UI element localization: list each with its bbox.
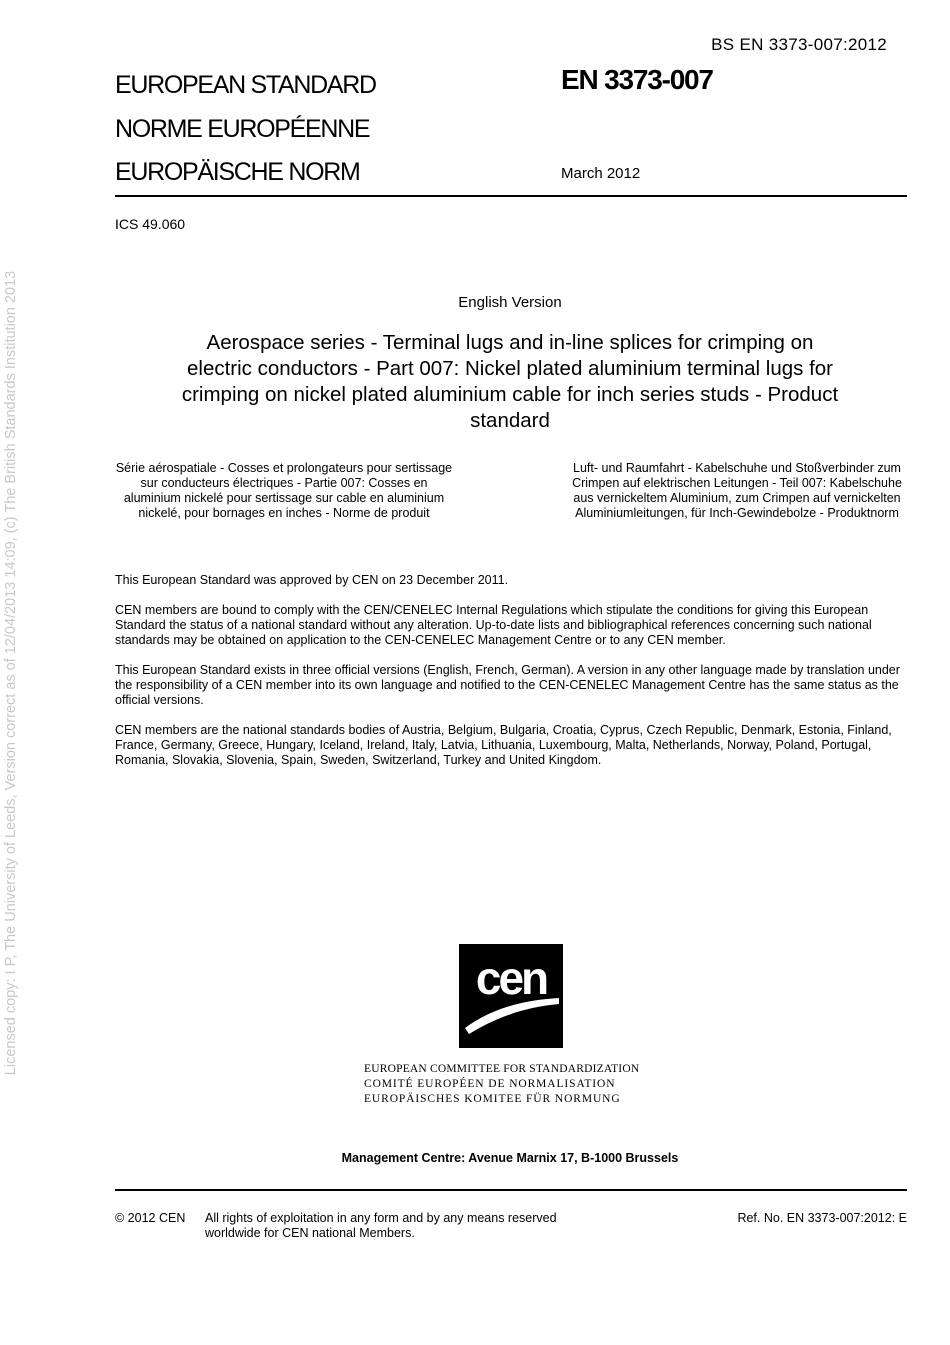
header-divider [115,195,907,197]
cen-name-de: EUROPÄISCHES KOMITEE FÜR NORMUNG [364,1093,621,1105]
cen-logo [459,944,563,1048]
copyright: © 2012 CEN [115,1211,186,1225]
cen-name-en: EUROPEAN COMMITTEE FOR STANDARDIZATION [364,1063,640,1075]
german-title: Luft- und Raumfahrt - Kabelschuhe und Stoßverbinder zum Crimpen auf elektrischen Leitungen - Teil 007: Kabelschuhe aus vernickeltem Aluminium, zum Crimpen auf vernickelten Aluminiumleitungen, für Inch-Gewindebolze - Produktnorm [572,461,902,520]
standard-name-en: EUROPEAN STANDARD [115,71,376,99]
bs-reference: BS EN 3373-007:2012 [711,35,887,54]
standard-name-fr: NORME EUROPÉENNE [115,114,370,143]
publication-date: March 2012 [561,165,641,182]
management-centre-address: Management Centre: Avenue Marnix 17, B-1000 Brussels [341,1151,679,1165]
cen-logo-text: cen [475,952,547,1004]
cen-logo-graphic [459,944,563,1048]
reference-number: Ref. No. EN 3373-007:2012: E [737,1211,907,1225]
members-paragraph: CEN members are the national standards bodies of Austria, Belgium, Bulgaria, Croatia, Cyprus, Czech Republic, Denmark, Estonia, Finland, France, Germany, Greece, Hungary, Iceland, Ireland, Italy, Latvia, Lithuania, Luxembourg, Malta, Netherlands, Norway, Poland, Portugal, Romania, Slovakia, Slovenia, Spain, Sweden, Switzerland, Turkey and United Kingdom. [115,723,892,767]
cen-name-fr: COMITÉ EUROPÉEN DE NORMALISATION [364,1078,616,1090]
compliance-paragraph: CEN members are bound to comply with the CEN/CENELEC Internal Regulations which stipulate the conditions for giving this European Standard the status of a national standard without any alteration. Up-to-date lists and bibliographical references concerning such national standards may be obtained on application to the CEN-CENELEC Management Centre or to any CEN member. [115,603,872,647]
standard-number: EN 3373-007 [561,64,713,95]
standard-names [115,64,376,195]
rights-statement: All rights of exploitation in any form and by any means reserved worldwide for CEN national Members. [205,1211,557,1240]
watermark-text: Licensed copy: I P, The University of Leeds, Version correct as of 12/04/2013 14:09, (c) The British Standards Institution 2013 [3,270,19,1076]
french-title: Série aérospatiale - Cosses et prolongateurs pour sertissage sur conducteurs électriques - Partie 007: Cosses en aluminium nickelé pour sertissage sur cable en aluminium nickelé, pour bornages en inches - Norme de produit [115,461,453,520]
licence-watermark [2,228,20,1118]
cen-names [364,1062,639,1107]
standard-name-de: EUROPÄISCHE NORM [115,158,360,186]
approval-paragraph: This European Standard was approved by CEN on 23 December 2011. [115,573,509,587]
ics-code: ICS 49.060 [115,216,186,232]
body-text [115,573,907,783]
versions-paragraph: This European Standard exists in three official versions (English, French, German). A version in any other language made by translation under the responsibility of a CEN member into its own language and notified to the CEN-CENELEC Management Centre has the same status as the official versions. [115,663,900,707]
document-title: Aerospace series - Terminal lugs and in-line splices for crimping on electric conductors - Part 007: Nickel plated aluminium terminal lugs for crimping on nickel plated aluminium cable for inch series studs - Product standard [181,331,839,432]
footer-divider [115,1189,907,1191]
language-version: English Version [458,294,562,311]
